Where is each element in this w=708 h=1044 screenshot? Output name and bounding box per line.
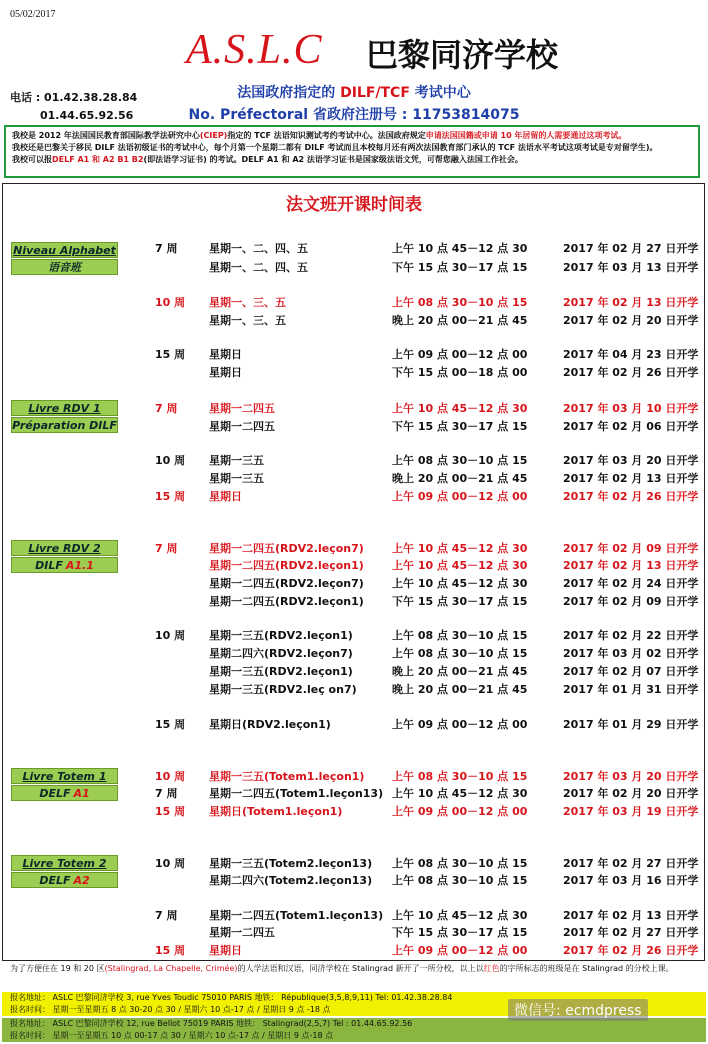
row-start-date: 2017 年 02 月 27 日开学 xyxy=(563,926,699,939)
subtitle-text-c: 考试中心 xyxy=(414,85,471,101)
level-name: Livre Totem 1 xyxy=(11,768,118,784)
row-days: 星期一、二、四、五 xyxy=(209,261,308,274)
level-subtitle: 语音班 xyxy=(11,259,118,275)
row-weeks: 7 周 xyxy=(155,542,178,555)
row-start-date: 2017 年 02 月 26 日开学 xyxy=(563,490,699,503)
intro-line-1: 我校是 2012 年法国国民教育部国际教学法研究中心(CIEP)指定的 TCF 法语知识测试考约考试中心。法国政府规定申请法国国籍或申请 10 年居留的人需要通过这项考试。 xyxy=(12,131,627,140)
row-weeks: 7 周 xyxy=(155,402,178,415)
table-row xyxy=(0,942,708,959)
row-time: 上午 08 点 30－10 点 15 xyxy=(392,296,528,309)
row-start-date: 2017 年 02 月 26 日开学 xyxy=(563,366,699,379)
row-time: 下午 15 点 30－17 点 15 xyxy=(392,261,528,274)
row-days: 星期日(RDV2.leçon1) xyxy=(209,718,331,731)
row-start-date: 2017 年 02 月 20 日开学 xyxy=(563,787,699,800)
row-weeks: 15 周 xyxy=(155,944,186,957)
row-start-date: 2017 年 02 月 26 日开学 xyxy=(563,944,699,957)
row-start-date: 2017 年 02 月 27 日开学 xyxy=(563,242,699,255)
table-row xyxy=(0,346,708,363)
row-start-date: 2017 年 02 月 20 日开学 xyxy=(563,314,699,327)
level-subtitle: DELF A2 xyxy=(11,872,118,888)
row-days: 星期一二四五(RDV2.leçon1) xyxy=(209,595,364,608)
row-start-date: 2017 年 03 月 19 日开学 xyxy=(563,805,699,818)
row-time: 上午 10 点 45－12 点 30 xyxy=(392,242,528,255)
row-weeks: 15 周 xyxy=(155,348,186,361)
row-time: 上午 08 点 30－10 点 15 xyxy=(392,770,528,783)
table-row xyxy=(0,364,708,381)
table-row xyxy=(0,540,708,557)
document-date: 05/02/2017 xyxy=(10,9,56,20)
level-name: Niveau Alphabet xyxy=(11,242,118,258)
table-row xyxy=(0,924,708,941)
table-row xyxy=(0,803,708,820)
row-start-date: 2017 年 02 月 09 日开学 xyxy=(563,595,699,608)
row-start-date: 2017 年 02 月 07 日开学 xyxy=(563,665,699,678)
row-days: 星期日 xyxy=(209,490,242,503)
row-days: 星期日(Totem1.leçon1) xyxy=(209,805,343,818)
table-row xyxy=(0,312,708,329)
row-weeks: 10 周 xyxy=(155,629,186,642)
row-weeks: 15 周 xyxy=(155,718,186,731)
row-days: 星期日 xyxy=(209,366,242,379)
row-start-date: 2017 年 03 月 02 日开学 xyxy=(563,647,699,660)
table-row xyxy=(0,557,708,574)
table-row xyxy=(0,907,708,924)
level-name: Livre Totem 2 xyxy=(11,855,118,871)
row-weeks: 7 周 xyxy=(155,909,178,922)
table-row xyxy=(0,294,708,311)
table-row xyxy=(0,872,708,889)
row-start-date: 2017 年 01 月 29 日开学 xyxy=(563,718,699,731)
row-days: 星期一二四五(RDV2.leçon7) xyxy=(209,542,364,555)
table-row xyxy=(0,716,708,733)
row-time: 上午 08 点 30－10 点 15 xyxy=(392,454,528,467)
level-name: Livre RDV 2 xyxy=(11,540,118,556)
row-start-date: 2017 年 03 月 20 日开学 xyxy=(563,770,699,783)
level-name: Livre RDV 1 xyxy=(11,400,118,416)
row-days: 星期日 xyxy=(209,944,242,957)
row-start-date: 2017 年 02 月 13 日开学 xyxy=(563,472,699,485)
row-time: 上午 10 点 45－12 点 30 xyxy=(392,909,528,922)
row-time: 下午 15 点 00－18 点 00 xyxy=(392,366,528,379)
row-days: 星期一、三、五 xyxy=(209,314,286,327)
row-start-date: 2017 年 03 月 16 日开学 xyxy=(563,874,699,887)
table-row xyxy=(0,418,708,435)
row-start-date: 2017 年 03 月 20 日开学 xyxy=(563,454,699,467)
phone-number-2: 01.44.65.92.56 xyxy=(40,109,134,122)
row-days: 星期一三五 xyxy=(209,472,264,485)
row-days: 星期一三五(RDV2.leçon1) xyxy=(209,665,353,678)
row-weeks: 15 周 xyxy=(155,490,186,503)
hours-bar-1: 报名时间： 星期一至星期五 8 点 30-20 点 30 / 星期六 10 点-17 点 / 星期日 9 点 -18 点 xyxy=(2,1004,706,1016)
row-time: 晚上 20 点 00－21 点 45 xyxy=(392,665,528,678)
table-row xyxy=(0,855,708,872)
row-time: 晚上 20 点 00－21 点 45 xyxy=(392,314,528,327)
row-time: 下午 15 点 30－17 点 15 xyxy=(392,595,528,608)
table-row xyxy=(0,663,708,680)
table-row xyxy=(0,575,708,592)
hours-bar-2: 报名时间： 星期一至星期五 10 点 00-17 点 30 / 星期六 10 点-17 点 / 星期日 9 点-18 点 xyxy=(2,1030,706,1042)
row-weeks: 10 周 xyxy=(155,454,186,467)
row-days: 星期一二四五 xyxy=(209,402,275,415)
table-row xyxy=(0,785,708,802)
row-start-date: 2017 年 02 月 27 日开学 xyxy=(563,857,699,870)
row-start-date: 2017 年 02 月 24 日开学 xyxy=(563,577,699,590)
school-name: 巴黎同济学校 xyxy=(366,36,559,74)
row-days: 星期一、三、五 xyxy=(209,296,286,309)
table-row xyxy=(0,488,708,505)
table-row xyxy=(0,452,708,469)
table-row xyxy=(0,470,708,487)
row-time: 上午 10 点 45－12 点 30 xyxy=(392,787,528,800)
row-time: 上午 10 点 45－12 点 30 xyxy=(392,402,528,415)
row-weeks: 10 周 xyxy=(155,770,186,783)
row-time: 上午 09 点 00－12 点 00 xyxy=(392,490,528,503)
row-start-date: 2017 年 04 月 23 日开学 xyxy=(563,348,699,361)
row-time: 上午 08 点 30－10 点 15 xyxy=(392,629,528,642)
row-time: 晚上 20 点 00－21 点 45 xyxy=(392,472,528,485)
row-start-date: 2017 年 03 月 10 日开学 xyxy=(563,402,699,415)
exam-center-subtitle xyxy=(0,82,708,102)
row-days: 星期一三五(Totem2.leçon13) xyxy=(209,857,373,870)
row-start-date: 2017 年 02 月 13 日开学 xyxy=(563,296,699,309)
row-days: 星期一二四五(RDV2.leçon1) xyxy=(209,559,364,572)
prefectoral-number: No. Préfectoral 省政府注册号 : 11753814075 xyxy=(188,107,520,123)
row-days: 星期一三五(RDV2.leçon1) xyxy=(209,629,353,642)
table-row xyxy=(0,645,708,662)
subtitle-exam-names: DILF/TCF xyxy=(340,85,410,101)
row-days: 星期一二四五(RDV2.leçon7) xyxy=(209,577,364,590)
row-start-date: 2017 年 02 月 06 日开学 xyxy=(563,420,699,433)
row-start-date: 2017 年 01 月 31 日开学 xyxy=(563,683,699,696)
table-row xyxy=(0,681,708,698)
row-start-date: 2017 年 02 月 22 日开学 xyxy=(563,629,699,642)
row-days: 星期一三五(Totem1.leçon1) xyxy=(209,770,365,783)
table-row xyxy=(0,400,708,417)
row-days: 星期一三五 xyxy=(209,454,264,467)
address-bar-1: 报名地址： ASLC 巴黎同济学校 3, rue Yves Toudic 75010 PARIS 地铁： République(3,5,8,9,11) Tel: 01.42.38.28.84 xyxy=(2,992,706,1004)
footer-note: 为了方便住在 19 和 20 区(Stalingrad, La Chapelle, Crimée)的人学法语和汉语，同济学校在 Stalingrad 新开了一所分校，以上以红色的字所标志的班级是在 Stalingrad 的分校上课。 xyxy=(10,964,674,973)
row-time: 上午 08 点 30－10 点 15 xyxy=(392,874,528,887)
row-time: 下午 15 点 30－17 点 15 xyxy=(392,420,528,433)
row-weeks: 10 周 xyxy=(155,857,186,870)
row-time: 上午 09 点 00－12 点 00 xyxy=(392,718,528,731)
table-row xyxy=(0,627,708,644)
address-bar-2: 报名地址： ASLC 巴黎同济学校 12, rue Bellot 75019 PARIS 地铁： Stalingrad(2,5,7) Tel : 01.44.65.92.56 xyxy=(2,1018,706,1030)
row-weeks: 15 周 xyxy=(155,805,186,818)
row-start-date: 2017 年 03 月 13 日开学 xyxy=(563,261,699,274)
row-days: 星期二四六(RDV2.leçon7) xyxy=(209,647,353,660)
table-row xyxy=(0,240,708,257)
row-days: 星期日 xyxy=(209,348,242,361)
row-time: 上午 09 点 00－12 点 00 xyxy=(392,805,528,818)
row-time: 晚上 20 点 00－21 点 45 xyxy=(392,683,528,696)
row-time: 上午 08 点 30－10 点 15 xyxy=(392,647,528,660)
row-start-date: 2017 年 02 月 09 日开学 xyxy=(563,542,699,555)
row-start-date: 2017 年 02 月 13 日开学 xyxy=(563,909,699,922)
row-days: 星期一三五(RDV2.leç on7) xyxy=(209,683,357,696)
schedule-title: 法文班开课时间表 xyxy=(286,195,422,215)
row-time: 上午 09 点 00－12 点 00 xyxy=(392,348,528,361)
row-time: 上午 08 点 30－10 点 15 xyxy=(392,857,528,870)
level-subtitle: DILF A1.1 xyxy=(11,557,118,573)
row-weeks: 10 周 xyxy=(155,296,186,309)
row-weeks: 7 周 xyxy=(155,787,178,800)
row-weeks: 7 周 xyxy=(155,242,178,255)
row-days: 星期一二四五 xyxy=(209,926,275,939)
level-subtitle: Préparation DILF xyxy=(12,419,117,432)
intro-line-3: 我校可以报DELF A1 和 A2 B1 B2(即法语学习证书) 的考试。DELF A1 和 A2 法语学习证书是国家级法语文凭，可帮您融入法国工作社会。 xyxy=(12,155,523,164)
row-days: 星期一、二、四、五 xyxy=(209,242,308,255)
row-time: 下午 15 点 30－17 点 15 xyxy=(392,926,528,939)
wechat-watermark: 微信号: ecmdpress xyxy=(508,999,648,1021)
row-days: 星期一二四五 xyxy=(209,420,275,433)
row-start-date: 2017 年 02 月 13 日开学 xyxy=(563,559,699,572)
row-days: 星期二四六(Totem2.leçon13) xyxy=(209,874,373,887)
table-row xyxy=(0,768,708,785)
row-days: 星期一二四五(Totem1.leçon13) xyxy=(209,909,384,922)
intro-box xyxy=(4,125,700,178)
level-subtitle: DELF A1 xyxy=(11,785,118,801)
table-row xyxy=(0,259,708,276)
row-time: 上午 09 点 00－12 点 00 xyxy=(392,944,528,957)
row-time: 上午 10 点 45－12 点 30 xyxy=(392,542,528,555)
school-logo: A.S.L.C xyxy=(186,27,323,73)
row-time: 上午 10 点 45－12 点 30 xyxy=(392,577,528,590)
subtitle-text-a: 法国政府指定的 xyxy=(237,85,336,101)
row-days: 星期一二四五(Totem1.leçon13) xyxy=(209,787,384,800)
row-time: 上午 10 点 45－12 点 30 xyxy=(392,559,528,572)
intro-line-2: 我校还是巴黎关于移民 DILF 法语初级证书的考试中心，每个月第一个星期二都有 DILF 考试而且本校每月还有两次法国教育部门承认的 TCF 法语水平考试这项考试是专对留学生)。 xyxy=(12,143,658,152)
phone-number-1: 电话 : 01.42.38.28.84 xyxy=(10,91,138,104)
table-row xyxy=(0,593,708,610)
